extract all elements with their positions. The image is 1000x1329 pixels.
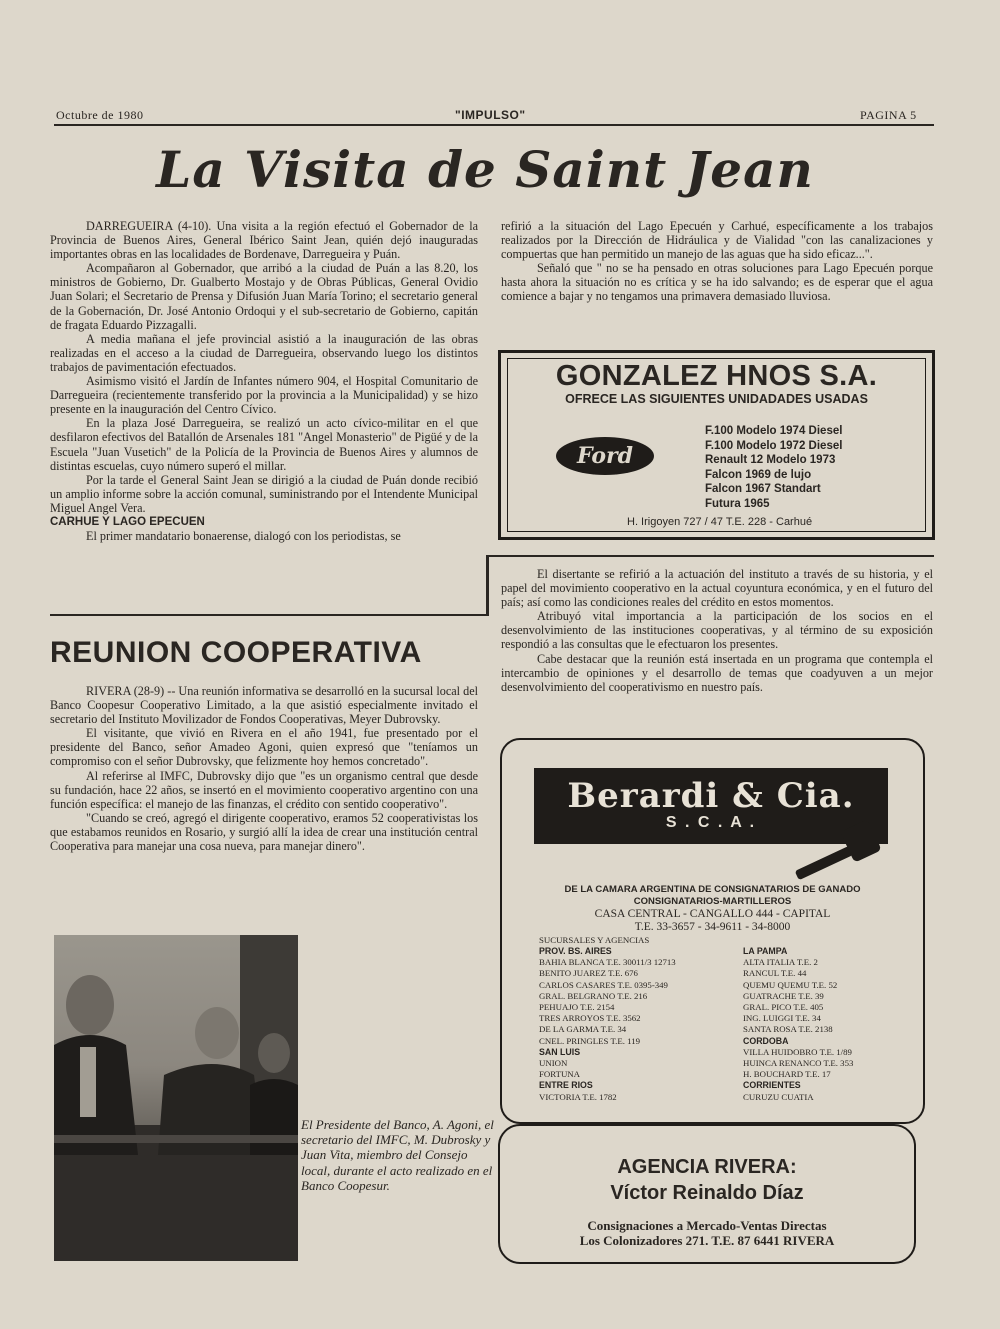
branch-item: BENITO JUAREZ T.E. 676 [539,968,638,979]
article-title: La Visita de Saint Jean [156,140,814,199]
photo-caption: El Presidente del Banco, A. Agoni, el secretario del IMFC, M. Dubrosky y Juan Vita, miembro del Consejo local, durante el acto realizado en el Banco Coopesur. [301,1117,494,1193]
branch-item: SANTA ROSA T.E. 2138 [743,1024,833,1035]
branch-item: TRES ARROYOS T.E. 3562 [539,1013,641,1024]
branch-region: ENTRE RIOS [539,1080,593,1091]
paragraph: "Cuando se creó, agregó el dirigente cooperativo, eramos 52 cooperativistas los que estabamos reunidos en Rosario, y surgió allí la idea de crear una institución central Cooperativa para manejar una cosa nueva, para manejar dinero". [50,810,478,854]
branch-item: GRAL. BELGRANO T.E. 216 [539,990,648,1001]
paragraph: El disertante se refirió a la actuación del instituto a través de su historia, y el papel del movimiento cooperativo en la actual coyuntura económica, y en el futuro del país; así como las condiciones reales del crédito en estos momentos. [501,567,933,610]
photo-illustration [54,935,298,1261]
article-body-left [50,219,478,543]
branch-item: PEHUAJO T.E. 2154 [539,1002,615,1013]
article-body-right [501,219,933,304]
branch-region: CORRIENTES [743,1080,801,1091]
paragraph: El visitante, que vivió en Rivera en el año 1941, fue presentado por el presidente del Banco, señor Amadeo Agoni, quien expresó que "teníamos un compromiso con el señor Dubrovsky, que felizmente hoy hemos concretado". [50,726,478,769]
branch-item: CARLOS CASARES T.E. 0395-349 [539,979,668,990]
paragraph: El primer mandatario bonaerense, dialogó con los periodistas, se [86,529,401,544]
branch-region: SAN LUIS [539,1046,581,1057]
gavel-icon [790,818,886,884]
paragraph: Asimismo visitó el Jardín de Infantes número 904, el Hospital Comunitario de Darregueira (recientemente transferido por la provincia a la Municipalidad) y se hizo presente en la inauguración del Centro Cívico. [50,374,478,417]
subheading: CARHUE Y LAGO EPECUEN [50,515,205,528]
agencia-title: AGENCIA RIVERA: [617,1156,797,1178]
divider [486,555,934,557]
branch-item: GRAL. PICO T.E. 405 [743,1002,824,1013]
article-title: REUNION COOPERATIVA [50,636,422,669]
branch-item: ALTA ITALIA T.E. 2 [743,957,818,968]
car-item: Renault 12 Modelo 1973 [705,454,836,466]
branch-item: VILLA HUIDOBRO T.E. 1/89 [743,1046,852,1057]
berardi-name: Berardi & Cia. [567,776,855,816]
paragraph: Cabe destacar que la reunión está insertada en un programa que contempla el intercambio de opiniones y el desarrollo de temas que coadyuven a un mejor desenvolvimiento del cooperativismo en nuestro país. [501,651,933,694]
paragraph: Atribuyó vital importancia a la participación de los socios en el desenvolvimiento de las instituciones cooperativas, y al término de su exposición respondió a las consultas que le efectuaron los presentes. [501,609,933,652]
branch-item: CURUZU CUATIA [743,1091,814,1102]
car-item: F.100 Modelo 1972 Diesel [705,439,843,452]
paragraph: A media mañana el jefe provincial asistió a la inauguración de las obras realizadas en el acceso a la ciudad de Darregueira, observando luego los distintos trabajos de pavimentación efectuados. [50,331,478,374]
article-body-right [501,567,933,694]
agencia-name: Víctor Reinaldo Díaz [610,1182,804,1204]
branch-item: FORTUNA [539,1069,581,1080]
car-item: Falcon 1967 Standart [705,483,821,495]
paragraph: DARREGUEIRA (4-10). Una visita a la región efectuó el Gobernador de la Provincia de Buenos Aires, General Ibérico Saint Jean, quién dejó inauguradas importantes obras en las localidades de Bordenave, Darregueira y Puán. [50,219,478,262]
berardi-line1: DE LA CAMARA ARGENTINA DE CONSIGNATARIOS DE GANADO [564,884,861,895]
berardi-line4: T.E. 33-3657 - 34-9611 - 34-8000 [634,921,791,933]
paragraph: refirió a la situación del Lago Epecuén y Carhué, específicamente a los trabajos realizados por la Dirección de Hidráulica y de Vialidad "con las canalizaciones y compuertas que han permitido un manejo de las aguas que ha sido eficaz...". [501,219,933,262]
branch-item: VICTORIA T.E. 1782 [539,1091,617,1102]
branch-item: ING. LUIGGI T.E. 34 [743,1013,821,1024]
branch-item: UNION [539,1058,568,1069]
newspaper-name: "IMPULSO" [455,108,526,122]
berardi-line2: CONSIGNATARIOS-MARTILLEROS [633,896,792,907]
branch-item: HUINCA RENANCO T.E. 353 [743,1058,854,1069]
branch-item: GUATRACHE T.E. 39 [743,990,824,1001]
issue-date: Octubre de 1980 [56,108,144,122]
agencia-line1: Consignaciones a Mercado-Ventas Directas [587,1218,827,1233]
branch-region: CORDOBA [743,1035,789,1046]
branches-right [743,946,853,1103]
paragraph: Señaló que " no se ha pensado en otras soluciones para Lago Epecuén porque hasta ahora la situación no es crítica y se ha ido salvando; es de esperar que el agua comience a bajar y no tengamos una primavera demasiado lluviosa. [501,261,933,304]
car-list [705,424,842,511]
branch-item: DE LA GARMA T.E. 34 [539,1024,627,1035]
paragraph: Acompañaron al Gobernador, que arribó a la ciudad de Puán a las 8.20, los ministros de Gobierno, Dr. Gualberto Mostajo y de Obras Públicas, General Ovidio Juan Solari; el Secretario de Prensa y Difusión Juan María Torino; el secretario general de la Gobernación, Dr. José Antonio Ordoqui y el sub-secretario de Gobierno, capitán de fragata Eduardo Pizzagalli. [50,261,478,332]
ad-company-name: GONZALEZ HNOS S.A. [555,360,878,392]
car-item: F.100 Modelo 1974 Diesel [705,425,843,437]
branch-item: H. BOUCHARD T.E. 17 [743,1069,831,1080]
header-rule [54,124,934,126]
divider [486,555,489,616]
agencia-line2: Los Colonizadores 271. T.E. 87 6441 RIVERA [579,1233,835,1248]
divider [50,614,488,616]
ad-address: H. Irigoyen 727 / 47 T.E. 228 - Carhué [627,516,813,528]
branch-region: PROV. BS. AIRES [539,946,612,956]
car-item: Falcon 1969 de lujo [705,468,812,481]
branch-item: CNEL. PRINGLES T.E. 119 [539,1035,641,1046]
berardi-sca: S . C . A . [665,814,757,831]
branches-left [539,946,676,1103]
paragraph: En la plaza José Darregueira, se realizó un acto cívico-militar en el que desfilaron efectivos del Batallón de Arsenales 181 "Angel Monasterio" de Pigüé y de la Escuela "Juan Vusetich" de la Policía de la Provincia de Buenos Aires y alumnos de distintas escuelas, cuyo número superó el millar. [50,416,478,473]
car-item: Futura 1965 [705,497,770,510]
branches-title: SUCURSALES Y AGENCIAS [539,935,650,945]
paragraph: RIVERA (28-9) -- Una reunión informativa se desarrolló en la sucursal local del Banco Coopesur Cooperativo Limitado, a la que asistió especialmente invitado el secretario del Instituto Movilizador de Fondos Cooperativas, Meyer Dubrovsky. [50,684,478,727]
ad-tagline: OFRECE LAS SIGUIENTES UNIDADADES USADAS [565,392,868,406]
news-photo [54,935,298,1261]
branch-region: LA PAMPA [743,946,788,956]
branch-item: RANCUL T.E. 44 [743,968,807,979]
article-body-left [50,684,478,853]
branch-item: QUEMU QUEMU T.E. 52 [743,979,838,990]
page-number: PAGINA 5 [860,108,917,122]
berardi-line3: CASA CENTRAL - CANGALLO 444 - CAPITAL [594,908,831,920]
ford-logo: Ford [556,437,654,475]
branch-item: BAHIA BLANCA T.E. 30011/3 12713 [539,957,676,968]
paragraph: Por la tarde el General Saint Jean se dirigió a la ciudad de Puán donde recibió un amplio informe sobre la acción comunal, suministrando por el Intendente Municipal Miguel Angel Vera. [50,472,478,515]
paragraph: Al referirse al IMFC, Dubrovsky dijo que "es un organismo central que desde su fundación, hace 22 años, se insertó en el movimiento cooperativo argentino con una función específica: el manejo de las finanzas, el crédito con sentido cooperativo". [50,768,478,811]
